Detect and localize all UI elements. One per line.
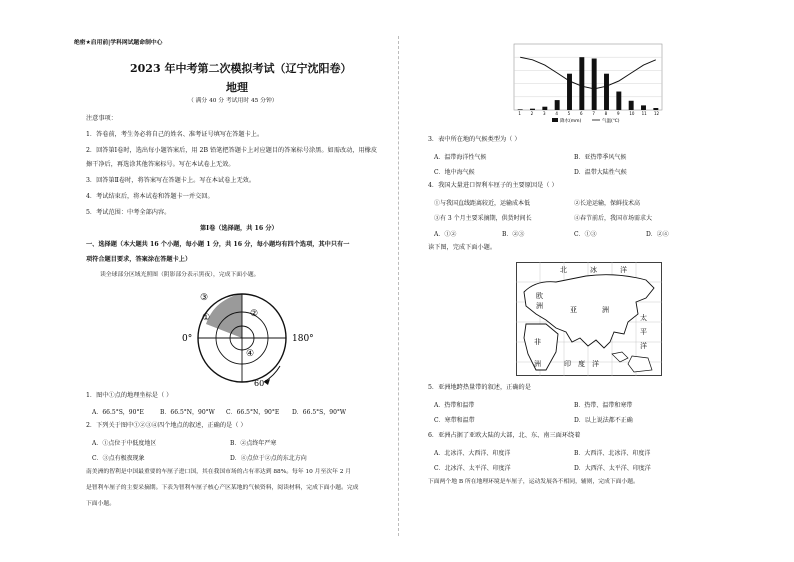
q2-option-a[interactable]: A．①点位于中低度地区: [92, 440, 157, 447]
map-label-north: 北: [560, 266, 567, 274]
x-tick-label: 1: [518, 111, 521, 116]
night-shadow: [206, 294, 242, 338]
q5-option-a[interactable]: A．热带和温带: [434, 402, 475, 409]
label-0-degree: 0°: [182, 334, 193, 344]
precip-bar: [641, 105, 646, 110]
notice-heading: 注意事项：: [86, 115, 117, 122]
bottom-passage: 下面两个地 B 所在地理环境是车厘子，运动发展各不相同，辅则，完成下面小题。: [428, 479, 639, 485]
precip-bar: [542, 107, 547, 110]
map-caption: 读下图，完成下面小题。: [428, 244, 497, 251]
q4-item: ④春节前后，我国市场需求大: [574, 215, 653, 222]
q1-stem: 1．图中①点的地理坐标是（ ）: [86, 392, 173, 399]
q6-option-c[interactable]: C．北冰洋、太平洋、印度洋: [434, 465, 511, 472]
map-label-asia: 亚: [570, 306, 577, 314]
x-tick-label: 12: [653, 111, 660, 116]
precip-bar: [653, 108, 658, 110]
x-tick-label: 6: [579, 111, 583, 116]
q2-stem: 2．下列关于图中①②③④四个地点的叙述，正确的是（ ）: [86, 422, 247, 429]
q1-option-d[interactable]: D．66.5°S，90°W: [292, 409, 347, 416]
passage-line: 南美洲的智利是中国最重要的车厘子进口国，其在我国市场的占有率达到 88%。每年 10 月至次年 2 月: [86, 469, 352, 475]
precip-bar: [518, 109, 523, 110]
point-2-label: ②: [250, 309, 259, 319]
map-label-indian-1: 印: [564, 360, 571, 368]
map-label-europe-zhou: 洲: [536, 302, 543, 310]
x-tick-label: 8: [604, 111, 608, 116]
figure-caption: 读全球部分区域光照图（阴影部分表示黑夜），完成下面小题。: [100, 272, 260, 278]
q3-option-b[interactable]: B．亚热带季风气候: [574, 154, 627, 161]
x-tick-label: 4: [555, 111, 558, 116]
exam-title: 2023 年中考第二次模拟考试（辽宁沈阳卷）: [130, 62, 352, 75]
map-label-pacific-3: 洋: [640, 342, 647, 350]
precip-bar: [530, 109, 535, 110]
point-1-label: ①: [202, 313, 211, 323]
precip-bar: [616, 92, 621, 110]
notice-item: 4．考试结束后，将本试卷和答题卡一并交回。: [86, 193, 214, 200]
q3-option-c[interactable]: C．地中海气候: [434, 169, 475, 176]
top-note: 绝密★启用前|学科网试题命制中心: [74, 40, 163, 46]
q2-option-d[interactable]: D．④点位于②点的东北方向: [230, 455, 307, 462]
chart-frame: [514, 44, 662, 110]
notice-item: 2．回答第Ⅰ卷时，选出每小题答案后，用 2B 铅笔把答题卡上对应题目的答案标号涂黑。如需改动，用橡皮: [86, 147, 378, 154]
passage-line: 下面小题。: [86, 501, 115, 507]
q1-option-c[interactable]: C．66.5°N，90°E: [226, 409, 280, 416]
q6-option-d[interactable]: D．大西洋、太平洋、印度洋: [574, 465, 651, 472]
temperature-line: [520, 57, 656, 89]
x-tick-label: 2: [530, 111, 534, 116]
q4-option-d[interactable]: D．②④: [646, 231, 669, 238]
q4-item: ①与我国直线距离较近，运输成本低: [434, 200, 531, 207]
q5-option-c[interactable]: C．寒带和温带: [434, 417, 475, 424]
map-label-indian-3: 洋: [592, 360, 599, 368]
subject-title: 地理: [226, 81, 248, 94]
legend-temp-label: 气温(℃): [602, 119, 620, 124]
q3-stem: 3．表中所在地的气候类型为（ ）: [428, 136, 521, 143]
passage-line: 是智利车厘子的主要采摘期。下表为智利车厘子核心产区某地的气候资料，阅读材料，完成下面小题。完成: [86, 485, 359, 491]
chart-ticks: [518, 111, 659, 116]
x-tick-label: 7: [592, 111, 595, 116]
q4-option-c[interactable]: C．①③: [574, 231, 597, 238]
notice-item: 1．答卷前，考生务必将自己的姓名、准考证号填写在答题卡上。: [86, 131, 264, 138]
q5-option-b[interactable]: B．热带、温带和寒带: [574, 402, 633, 409]
precip-bar: [555, 100, 560, 110]
legend-precip-label: 降水(mm): [560, 119, 582, 124]
map-label-ice: 冰: [590, 266, 597, 274]
x-tick-label: 5: [567, 111, 571, 116]
chart-grid: [514, 57, 662, 97]
illumination-globe-figure: [180, 282, 320, 390]
label-60-degree: 60°: [254, 379, 269, 388]
map-label-africa-zhou: 洲: [534, 360, 541, 368]
q4-option-a[interactable]: A．①②: [434, 231, 457, 238]
q1-option-a[interactable]: A．66.5°S，90°E: [92, 409, 144, 416]
q5-option-d[interactable]: D．以上说法都不正确: [574, 417, 633, 424]
q2-option-b[interactable]: B．②点终年严寒: [230, 440, 277, 447]
precip-bar: [629, 101, 634, 110]
q4-stem: 4．我国大量进口智利车厘子的主要原因是（ ）: [428, 182, 558, 189]
asia-map: [516, 262, 662, 376]
q3-option-a[interactable]: A．温带海洋性气候: [434, 154, 487, 161]
precip-bar: [579, 57, 584, 110]
point-4-label: ④: [246, 349, 255, 359]
map-label-ocean: 洋: [620, 266, 627, 274]
precip-bar: [567, 74, 572, 110]
section1-instruction: 一、选择题（本大题共 16 个小题，每小题 1 分，共 16 分，每小题均有四个选项，其中只有一: [86, 241, 350, 248]
section1-instruction: 项符合题目要求，答案涂在答题卡上）: [86, 256, 192, 263]
column-divider: [398, 36, 399, 536]
legend-precip-swatch: [552, 118, 558, 122]
notice-item: 3．回答第Ⅱ卷时，将答案写在答题卡上。写在本试卷上无效。: [86, 177, 256, 184]
x-tick-label: 10: [629, 111, 635, 116]
q4-item: ②长途运输，保鲜技术高: [574, 200, 641, 207]
notice-item: 5．考试范围：中考全部内容。: [86, 209, 171, 216]
q5-stem: 5．亚洲地跨热量带的叙述，正确的是: [428, 384, 531, 391]
map-label-pacific-1: 太: [640, 314, 647, 322]
climate-chart: [500, 40, 670, 126]
q6-option-b[interactable]: B．大西洋、北冰洋、印度洋: [574, 450, 651, 457]
label-180-degree: 180°: [292, 334, 314, 344]
q3-option-d[interactable]: D．温带大陆性气候: [574, 169, 627, 176]
precip-bar: [592, 59, 597, 110]
x-tick-label: 11: [641, 111, 647, 116]
score-note: （ 满分 40 分 考试用时 45 分钟）: [188, 98, 278, 104]
precip-bar: [604, 74, 609, 110]
q6-stem: 6．亚洲占据了亚欧大陆的大部，北、东、南三面环绕着: [428, 432, 581, 439]
q2-option-c[interactable]: C．③点有极夜现象: [92, 455, 145, 462]
map-label-indian-2: 度: [578, 360, 585, 368]
q4-option-b[interactable]: B．②③: [502, 231, 525, 238]
section1-title: 第Ⅰ卷（选择题，共 16 分）: [200, 225, 278, 232]
x-tick-label: 3: [542, 111, 546, 116]
map-label-asia-zhou: 洲: [602, 306, 609, 314]
q4-item: ③有 3 个月主要采摘期，供货时间长: [434, 215, 532, 222]
map-label-europe: 欧: [536, 292, 543, 300]
map-label-pacific-2: 平: [640, 328, 647, 336]
q6-option-a[interactable]: A．北冰洋、大西洋、印度洋: [434, 450, 511, 457]
x-tick-label: 9: [616, 111, 620, 116]
point-3-label: ③: [200, 293, 209, 303]
map-label-africa: 非: [534, 338, 541, 346]
notice-item: 擦干净后，再选涂其他答案标号。写在本试卷上无效。: [86, 161, 235, 168]
q1-option-b[interactable]: B．66.5°N，90°W: [160, 409, 215, 416]
